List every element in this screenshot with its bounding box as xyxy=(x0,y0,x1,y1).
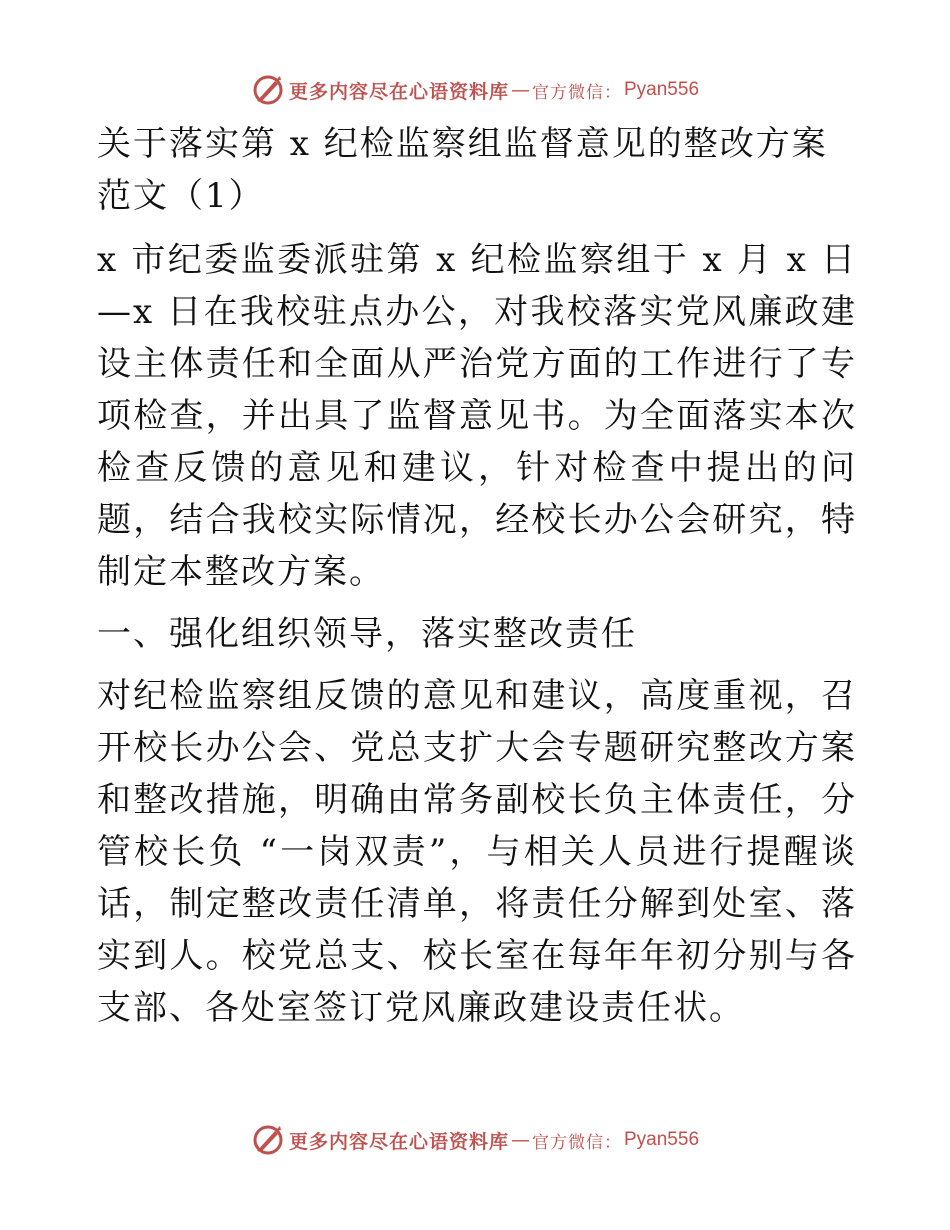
watermark-library-text: 更多内容尽在心语资料库 xyxy=(288,1130,509,1153)
section1-paragraph: 对纪检监察组反馈的意见和建议，高度重视，召开校长办公会、党总支扩大会专题研究整改方案和整改措施，明确由常务副校长负主体责任，分管校长负 “一岗双责”，与相关人员进行提醒谈话，制定整改责任清单，将责任分解到处室、落实到人。校党总支、校长室在每年年初分别与各支部、各处室签订党风廉政建设责任状。 xyxy=(97,676,857,1028)
document-title: 关于落实第 x 纪检监察组监督意见的整改方案范文（1） xyxy=(97,124,828,216)
section1-heading: 一、强化组织领导，落实整改责任 xyxy=(97,614,637,654)
watermark-header xyxy=(0,70,950,110)
watermark-separator: — xyxy=(511,1129,530,1151)
intro-paragraph: x 市纪委监委派驻第 x 纪检监察组于 x 月 x 日—x 日在我校驻点办公，对我校落实党风廉政建设主体责任和全面从严治党方面的工作进行了专项检查，并出具了监督意见书。为全面落实本次检查反馈的意见和建议，针对检查中提出的问题，结合我校实际情况，经校长办公会研究，特制定本整改方案。 xyxy=(97,240,857,592)
watermark-wechat-label: 官方微信： xyxy=(532,82,622,103)
watermark-library-text: 更多内容尽在心语资料库 xyxy=(288,80,509,103)
document-body xyxy=(97,118,857,1044)
watermark-wechat-id: Pyan556 xyxy=(624,79,700,100)
watermark-wechat-label: 官方微信： xyxy=(532,1132,622,1153)
quill-logo-icon xyxy=(251,73,285,107)
watermark-separator: — xyxy=(511,79,530,101)
watermark-footer xyxy=(0,1120,950,1160)
watermark-wechat-id: Pyan556 xyxy=(624,1129,700,1150)
quill-logo-icon xyxy=(251,1123,285,1157)
